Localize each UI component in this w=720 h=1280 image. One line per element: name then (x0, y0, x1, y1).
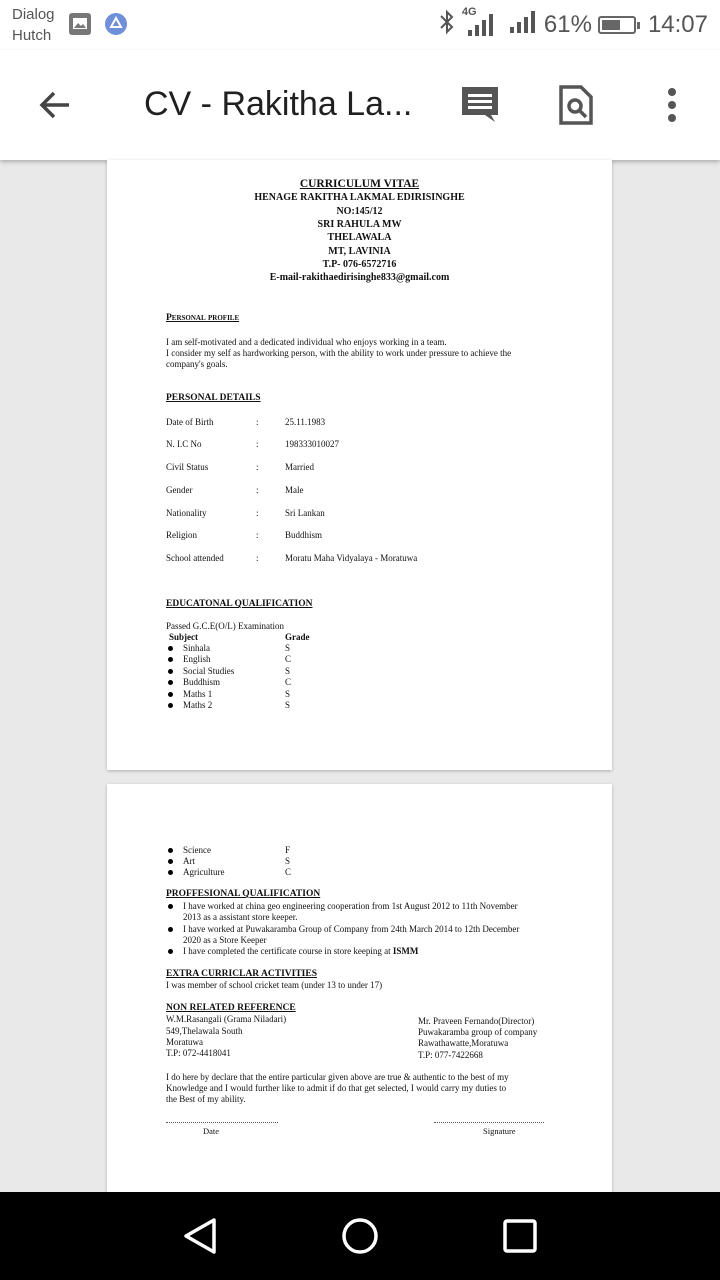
date-line (166, 1122, 278, 1123)
navigation-bar (0, 1192, 720, 1280)
recents-square-icon[interactable] (494, 1210, 546, 1262)
app-toolbar (0, 50, 720, 160)
column-subject: Subject (169, 632, 198, 642)
address-line: NO:145/12 (336, 206, 383, 217)
email-address: E-mail-rakithaedirisinghe833@gmail.com (269, 272, 450, 283)
battery-fill (602, 20, 620, 30)
address-line: MT, LAVINIA (328, 246, 391, 257)
section-heading-profile: Personal profile (166, 313, 240, 323)
home-circle-icon[interactable] (334, 1210, 386, 1262)
signature-line (434, 1122, 544, 1123)
profile-text: company's goals. (166, 359, 228, 369)
exam-name: Passed G.C.E(O/L) Examination (166, 621, 284, 631)
declaration-text: Knowledge and I would further like to admit if do that get selected, I would carry my duties to (166, 1083, 507, 1093)
clock: 14:07 (647, 11, 708, 38)
declaration-text: I do here by declare that the entire particular given above are true & authentic to the best of my (166, 1072, 509, 1082)
profile-text: I am self-motivated and a dedicated individual who enjoys working in a team. (166, 337, 447, 347)
declaration-text: the Best of my ability. (166, 1094, 246, 1104)
back-triangle-icon[interactable] (174, 1210, 226, 1262)
phone-number: T.P- 076-6572716 (322, 259, 397, 270)
document-title: CV - Rakitha La... (144, 85, 413, 123)
battery-percent: 61% (543, 11, 592, 38)
battery-icon (598, 16, 636, 34)
signal-4g-icon: 4G (462, 10, 502, 40)
section-heading-extra: EXTRA CURRICLAR ACTIVITIES (166, 969, 317, 979)
status-indicators (438, 8, 708, 42)
find-in-page-icon[interactable] (549, 78, 603, 132)
status-bar (0, 0, 720, 50)
carrier-name: Dialog Hutch (12, 6, 55, 44)
drive-icon (104, 12, 128, 36)
cv-heading: CURRICULUM VITAE (299, 178, 420, 190)
section-heading-professional: PROFFESIONAL QUALIFICATION (166, 889, 321, 899)
more-vert-icon[interactable] (645, 78, 699, 132)
comment-icon[interactable] (453, 78, 507, 132)
signal-icon (508, 7, 538, 44)
extra-text: I was member of school cricket team (under 13 to under 17) (166, 980, 383, 990)
date-label: Date (203, 1126, 220, 1136)
back-arrow-icon[interactable] (28, 78, 82, 132)
bluetooth-icon (438, 8, 456, 43)
address-line: SRI RAHULA MW (317, 219, 402, 230)
section-heading-details: PERSONAL DETAILS (166, 393, 261, 403)
column-grade: Grade (285, 632, 310, 642)
address-line: THELAWALA (327, 232, 392, 243)
section-heading-reference: NON RELATED REFERENCE (166, 1003, 296, 1013)
gallery-icon (68, 12, 92, 36)
signature-label: Signature (483, 1126, 516, 1136)
document-page-2[interactable]: Science F Art S Agriculture C PROFFESIONAL QUALIFICATION I have worked at china geo engineering cooperation from 1st August 2012 to 11th November 2013 as a assistant store keeper. I have worked at Puwakaramba Group of Company from 24th March 2014 to 12th December 2020 as a Store Keeper I have completed the certificate course in store keeping at ISMM EXTRA CURRICLAR ACTIVITIES I was member of school cricket team (under 13 to under 17) NON RELATED REFERENCE W.M.Rasangali (Grama Niladari) 549,Thelawala South Moratuwa T.P: 072-4418041 Mr. Praveen Fernando(Director) Puwakaramba group of company Rawathawatte,Moratuwa T.P: 077-7422668 I do here by declare that the entire particular given above are true & authentic to the best of my Knowledge and I would further like to admit if do that get selected, I would carry my duties to the Best of my ability. Date Signature (107, 784, 612, 1194)
section-heading-education: EDUCATONAL QUALIFICATION (166, 599, 313, 609)
document-page-1[interactable]: CURRICULUM VITAE HENAGE RAKITHA LAKMAL EDIRISINGHE NO:145/12 SRI RAHULA MW THELAWALA MT, LAVINIA T.P- 076-6572716 E-mail-rakithaedirisinghe833@gmail.com Personal profile I am self-motivated and a dedicated individual who enjoys working in a team. I consider my self as hardworking person, with the ability to work under pressure to achieve the company's goals. PERSONAL DETAILS Date of Birth : 25.11.1983 N. I.C No : 198333010027 Civil Status : Married Gender : Male Nationality : Sri Lankan Religion : Buddhism School attended : Moratu Maha Vidyalaya - Moratuwa EDUCATONAL QUALIFICATION Passed G.C.E(O/L) Examination Subject Grade Sinhala S English C Social Studies S Buddhism C Maths 1 S Maths 2 S (107, 160, 612, 770)
applicant-name: HENAGE RAKITHA LAKMAL EDIRISINGHE (254, 192, 465, 203)
profile-text: I consider my self as hardworking person, with the ability to work under pressure to achieve the (166, 348, 512, 358)
